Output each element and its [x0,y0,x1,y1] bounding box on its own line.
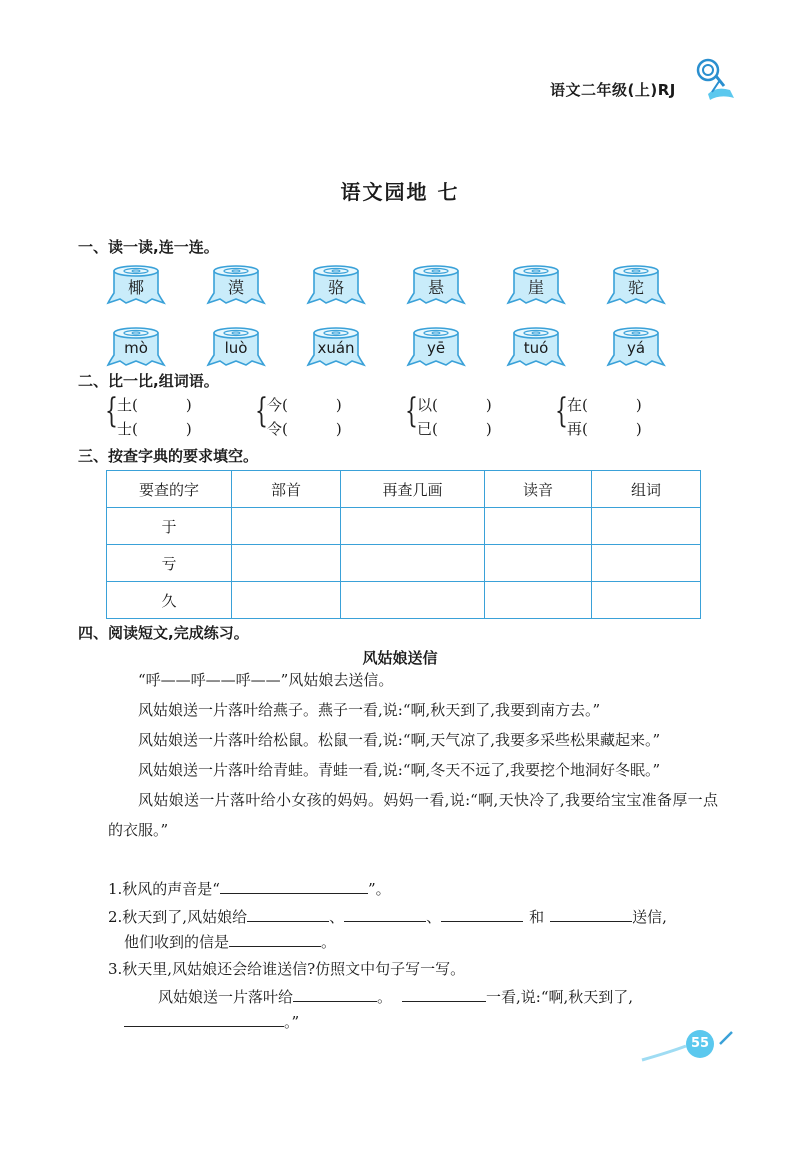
pinyin-stump[interactable] [306,327,366,367]
pair-line[interactable]: 今( ) [267,396,342,414]
table-header-cell: 再查几画 [341,471,485,508]
pair-line[interactable]: 在( ) [567,396,642,414]
hanzi-stump[interactable] [406,265,466,305]
question-text: 风姑娘送一片落叶给 [158,988,294,1006]
answer-blank[interactable] [293,985,377,1002]
question-text: 一看,说:“啊,秋天到了, [486,988,634,1006]
answer-blank[interactable] [441,905,523,922]
table-cell-input[interactable] [232,545,341,582]
table-cell-char: 亏 [107,545,232,582]
word-pair-group [555,392,675,440]
section2-heading: 二、比一比,组词语。 [78,372,219,390]
book-logo-icon [690,58,740,106]
question-2-cont [124,930,336,952]
question-3-line2 [124,1010,299,1032]
table-row [107,582,701,619]
table-cell-char: 于 [107,508,232,545]
story-paragraph: 风姑娘送一片落叶给青蛙。青蛙一看,说:“啊,冬天不远了,我要挖个地洞好冬眠。” [138,761,661,779]
brace-icon: { [255,391,268,431]
story-paragraph: 风姑娘送一片落叶给松鼠。松鼠一看,说:“啊,天气凉了,我要多采些松果藏起来。” [138,731,661,749]
question-text: 1.秋风的声音是“ [108,880,220,898]
pair-line[interactable]: 土( ) [117,396,192,414]
table-cell-input[interactable] [485,545,592,582]
pinyin-label: tuó [523,339,549,357]
hanzi-stump[interactable] [606,265,666,305]
pair-line[interactable]: 以( ) [417,396,492,414]
table-row [107,508,701,545]
pinyin-stump[interactable] [106,327,166,367]
hanzi-stump[interactable] [106,265,166,305]
question-text: 。” [284,1013,300,1031]
story-paragraph: 风姑娘送一片落叶给小女孩的妈妈。妈妈一看,说:“啊,天快冷了,我要给宝宝准备厚一点的衣服。” [108,791,718,839]
table-cell-input[interactable] [232,582,341,619]
section4-heading: 四、阅读短文,完成练习。 [78,624,249,642]
question-3-line [158,985,633,1007]
pair-line[interactable]: 再( ) [567,420,642,438]
table-cell-char: 久 [107,582,232,619]
pair-line[interactable]: 已( ) [417,420,492,438]
table-cell-input[interactable] [341,545,485,582]
answer-blank[interactable] [247,905,329,922]
table-header-cell: 要查的字 [107,471,232,508]
answer-blank[interactable] [124,1010,284,1027]
question-text: 、 [329,908,345,926]
brace-icon: { [405,391,418,431]
question-text: 他们收到的信是 [124,933,230,951]
dictionary-table [106,470,701,619]
answer-blank[interactable] [344,905,426,922]
book-label: 语文二年级(上)RJ [550,81,676,99]
word-pair-group [405,392,525,440]
hanzi-label: 骆 [327,278,344,297]
hanzi-label: 椰 [127,278,144,297]
pinyin-label: luò [224,339,248,357]
story-paragraph: “呼——呼——呼——”风姑娘去送信。 [138,671,394,689]
hanzi-stump[interactable] [206,265,266,305]
question-text: 送信, [632,908,667,926]
word-pair-group [105,392,225,440]
pinyin-stump[interactable] [506,327,566,367]
pinyin-label: yē [426,339,446,357]
story-title: 风姑娘送信 [362,649,438,667]
hanzi-stump[interactable] [506,265,566,305]
section3-heading: 三、按查字典的要求填空。 [78,447,259,465]
question-text: 、 [426,908,442,926]
question-text: 。 [321,933,337,951]
table-cell-input[interactable] [592,545,701,582]
page-title: 语文园地 七 [340,180,460,204]
pinyin-stump[interactable] [206,327,266,367]
question-text: ”。 [367,880,391,898]
answer-blank[interactable] [550,905,632,922]
word-pair-group [255,392,375,440]
question-2 [108,905,667,927]
pinyin-label: mò [124,339,148,357]
page-number: 55 [686,1030,714,1058]
hanzi-stump[interactable] [306,265,366,305]
story-paragraph: 风姑娘送一片落叶给燕子。燕子一看,说:“啊,秋天到了,我要到南方去。” [138,701,601,719]
table-cell-input[interactable] [341,582,485,619]
pinyin-label: yá [626,339,646,357]
hanzi-label: 驼 [627,278,644,297]
question-text: 3.秋天里,风姑娘还会给谁送信?仿照文中句子写一写。 [108,960,466,978]
question-text: 。 [377,988,393,1006]
pinyin-label: xuán [317,339,355,357]
table-cell-input[interactable] [485,508,592,545]
table-cell-input[interactable] [485,582,592,619]
brace-icon: { [105,391,118,431]
story-text [108,665,718,845]
answer-blank[interactable] [402,985,486,1002]
table-cell-input[interactable] [341,508,485,545]
question-text: 和 [529,908,545,926]
answer-blank[interactable] [229,930,321,947]
hanzi-label: 悬 [427,278,444,297]
hanzi-label: 漠 [227,278,244,297]
answer-blank[interactable] [220,877,368,894]
table-header-row [107,471,701,508]
table-header-cell: 读音 [485,471,592,508]
pinyin-stump[interactable] [406,327,466,367]
section1-heading: 一、读一读,连一连。 [78,238,219,256]
table-row [107,545,701,582]
pair-line[interactable]: 令( ) [267,420,342,438]
table-cell-input[interactable] [592,508,701,545]
pinyin-stump[interactable] [606,327,666,367]
pair-line[interactable]: 士( ) [117,420,192,438]
table-cell-input[interactable] [592,582,701,619]
question-text: 2.秋天到了,风姑娘给 [108,908,248,926]
question-1 [108,877,391,899]
question-3 [108,958,465,979]
hanzi-label: 崖 [527,278,544,297]
table-header-cell: 部首 [232,471,341,508]
table-cell-input[interactable] [232,508,341,545]
brace-icon: { [555,391,568,431]
table-header-cell: 组词 [592,471,701,508]
